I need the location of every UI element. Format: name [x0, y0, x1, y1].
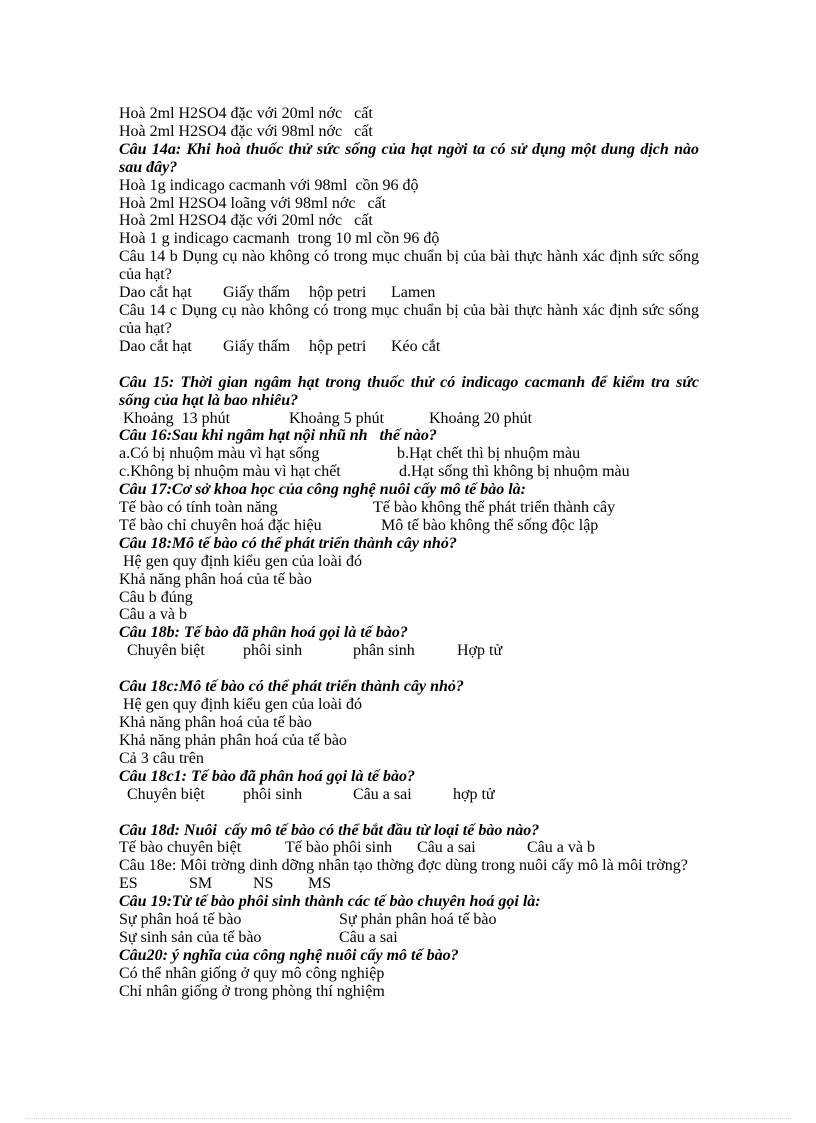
option: phôi sinh: [243, 785, 303, 803]
question-18d: Câu 18d: Nuôi cấy mô tế bào có thể bắt đầu từ loại tế bào nào?: [119, 821, 540, 839]
option: SM: [189, 875, 213, 893]
option: Dao cắt hạt: [119, 337, 192, 355]
options-row: [119, 338, 699, 356]
options-row: [119, 445, 699, 463]
option: Sự phản phân hoá tế bào: [339, 911, 497, 929]
option-line: Câu a và b: [119, 606, 187, 624]
option: MS: [308, 875, 332, 893]
option: hộp petri: [309, 284, 367, 302]
option: d.Hạt sống thì không bị nhuộm màu: [399, 463, 630, 481]
option-line: Hoà 1g indicago cacmanh với 98ml cồn 96 độ: [119, 176, 419, 194]
option: Lamen: [391, 284, 436, 302]
option: NS: [253, 875, 274, 893]
option-line: Hoà 2ml H2SO4 loãng với 98ml nớc cất: [119, 194, 387, 212]
option: Sự phân hoá tế bào: [119, 911, 242, 929]
question-14b: Câu 14 b Dụng cụ nào không có trong mục chuẩn bị của bài thực hành xác định sức sống của hạt?: [119, 248, 699, 284]
option: Giấy thấm: [223, 284, 291, 302]
option-line: Cả 3 câu trên: [119, 749, 204, 767]
question-17: Câu 17:Cơ sở khoa học của công nghệ nuôi cấy mô tế bào là:: [119, 481, 526, 499]
question-16: Câu 16:Sau khi ngâm hạt nội nhũ nh thế nào?: [119, 427, 437, 445]
option: Kéo cắt: [391, 337, 441, 355]
option: Tế bào phôi sinh: [285, 839, 393, 857]
option-line: Chỉ nhân giống ở trong phòng thí nghiệm: [119, 982, 385, 1000]
question-18c1: Câu 18c1: Tế bào đã phân hoá gọi là tế bào?: [119, 767, 416, 785]
document-page: [119, 105, 699, 1001]
option: phôi sinh: [243, 642, 303, 660]
option-line: Khả năng phân hoá của tế bào: [119, 714, 312, 731]
option-line: Hoà 1 g indicago cacmanh trong 10 ml cồn 96 độ: [119, 230, 440, 248]
option: a.Có bị nhuộm màu vì hạt sống: [119, 445, 320, 463]
option: b.Hạt chết thì bị nhuộm màu: [397, 445, 581, 463]
option: Tế bào chỉ chuyên hoá đặc hiệu: [119, 516, 322, 534]
option-line: Khả năng phản phân hoá của tế bào: [119, 731, 347, 749]
options-row: [119, 786, 699, 804]
options-row: [119, 410, 699, 428]
option: Mô tế bào không thể sống độc lập: [381, 516, 599, 534]
option-line: Hoà 2ml H2SO4 đặc với 20ml nớc cất: [119, 212, 373, 230]
option: hợp tử: [453, 785, 495, 803]
option: hộp petri: [309, 337, 367, 355]
option: ES: [119, 875, 138, 893]
question-15: Câu 15: Thời gian ngâm hạt trong thuốc thử có indicago cacmanh để kiểm tra sức sống của hạt là bao nhiêu?: [119, 373, 699, 409]
option: Khoảng 13 phút: [119, 409, 231, 427]
options-row: [119, 499, 699, 517]
option-line: Hệ gen quy định kiểu gen của loài đó: [119, 696, 363, 714]
question-14a: Câu 14a: Khi hoà thuốc thử sức sống của hạt ngời ta có sử dụng một dung dịch nào sau đây?: [119, 140, 699, 176]
option: Tế bào không thể phát triển thành cây: [373, 499, 616, 517]
options-row: [119, 517, 699, 535]
options-row: [119, 875, 699, 893]
question-18: Câu 18:Mô tế bào có thể phát triển thành cây nhỏ?: [119, 534, 457, 552]
options-row: [119, 839, 699, 857]
question-18e: Câu 18e: Môi trờng dinh dỡng nhân tạo thờng đợc dùng trong nuôi cấy mô là môi trờng?: [119, 857, 688, 875]
option: Khoảng 20 phút: [429, 409, 533, 427]
question-19: Câu 19:Từ tế bào phôi sinh thành các tế bào chuyên hoá gọi là:: [119, 893, 541, 911]
option: Chuyên biệt: [119, 642, 205, 660]
question-18b: Câu 18b: Tế bào đã phân hoá gọi là tế bào?: [119, 624, 408, 642]
options-row: [119, 911, 699, 929]
options-row: [119, 284, 699, 302]
option: Sự sinh sản của tế bào: [119, 928, 262, 946]
option: Tế bào có tính toàn năng: [119, 499, 278, 517]
option: phân sinh: [353, 642, 415, 660]
option: Giấy thấm: [223, 337, 291, 355]
option-line: Hệ gen quy định kiểu gen của loài đó: [119, 552, 363, 570]
option: Dao cắt hạt: [119, 284, 192, 302]
question-18c: Câu 18c:Mô tế bào có thể phát triển thành cây nhỏ?: [119, 678, 464, 696]
option-line: Hoà 2ml H2SO4 đặc với 20ml nớc cất: [119, 105, 373, 122]
options-row: [119, 463, 699, 481]
option: Khoảng 5 phút: [289, 409, 385, 427]
question-20: Câu20: ý nghĩa của công nghệ nuôi cấy mô tế bào?: [119, 946, 459, 964]
option: Câu a sai: [353, 785, 412, 803]
option-line: Hoà 2ml H2SO4 đặc với 98ml nớc cất: [119, 122, 373, 140]
option-line: Khả năng phân hoá của tế bào: [119, 570, 312, 588]
option-line: Câu b đúng: [119, 588, 193, 606]
option: Hợp tử: [457, 642, 503, 660]
option-line: Có thể nhân giống ở quy mô công nghiệp: [119, 964, 385, 982]
option: Câu a và b: [527, 839, 595, 857]
option: Câu a sai: [339, 928, 398, 946]
option: Câu a sai: [417, 839, 476, 857]
options-row: [119, 642, 699, 660]
page-divider: [25, 1118, 791, 1119]
option: Tế bào chuyên biệt: [119, 839, 242, 857]
option: c.Không bị nhuộm màu vì hạt chết: [119, 463, 341, 481]
option: Chuyên biệt: [119, 785, 205, 803]
question-14c: Câu 14 c Dụng cụ nào không có trong mục chuẩn bị của bài thực hành xác định sức sống của hạt?: [119, 301, 699, 337]
options-row: [119, 929, 699, 947]
